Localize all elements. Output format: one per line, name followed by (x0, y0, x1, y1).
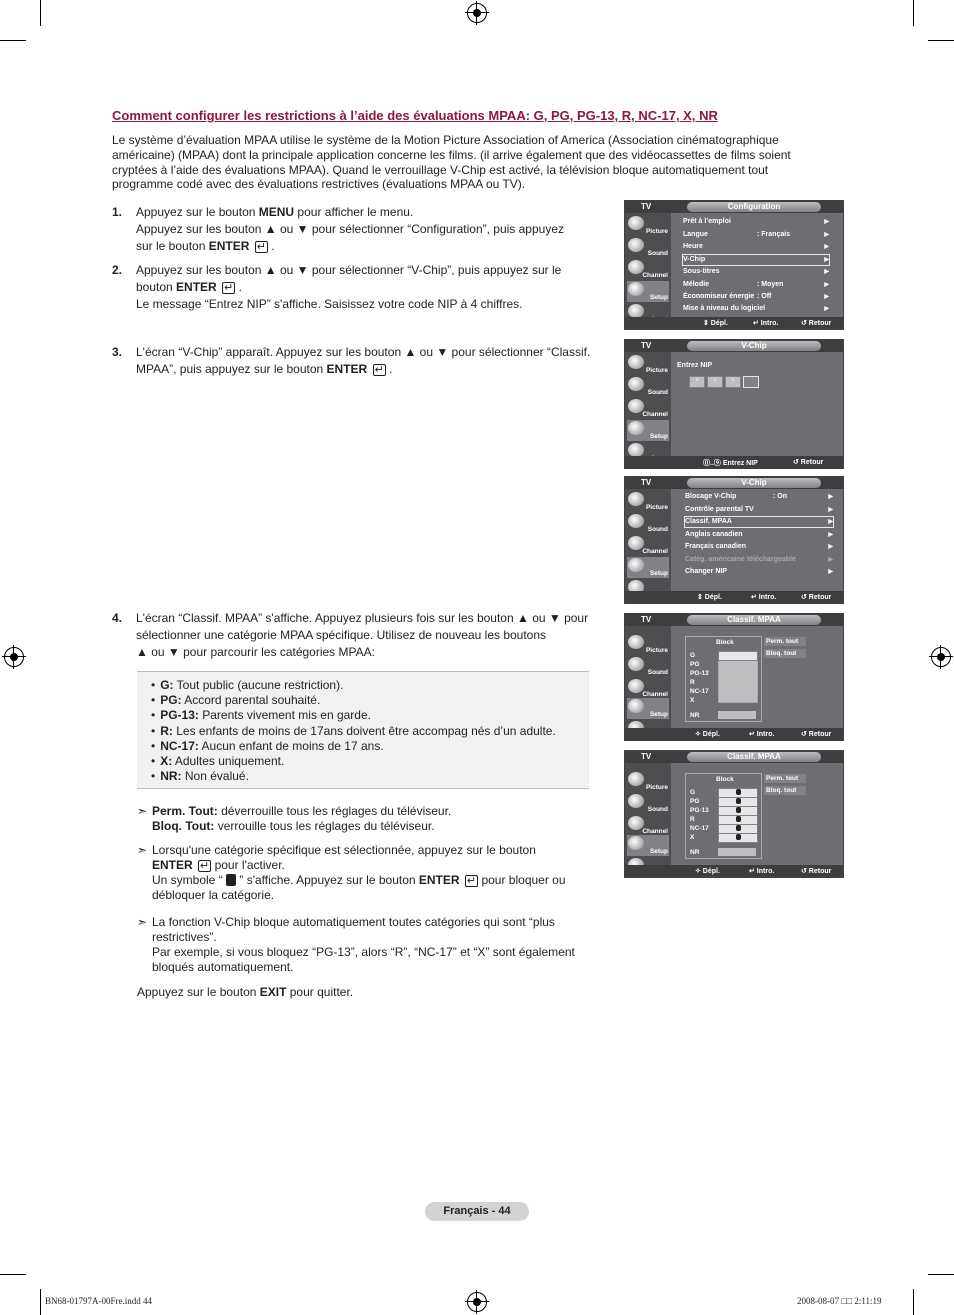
side-item-channel[interactable]: Channel (627, 815, 669, 836)
step-number: 2. (112, 263, 123, 277)
menu-title: Classif. MPAA (687, 615, 821, 625)
exit-instruction: Appuyez sur le bouton EXIT pour quitter. (137, 985, 354, 999)
step-text: Appuyez sur les bouton ▲ ou ▼ pour sélectionner “V-Chip”, puis appuyez sur le (136, 263, 562, 277)
step-text: sur le bouton (136, 239, 209, 253)
side-item-picture[interactable]: Picture (627, 354, 669, 375)
side-item-setup[interactable]: Setup (627, 698, 669, 719)
enter-icon: ↵ (256, 241, 266, 253)
bloq-tout-button[interactable]: Bloq. tout (764, 786, 806, 795)
list-item: • X: Adultes uniquement. (151, 754, 589, 769)
sound-icon (628, 514, 644, 528)
rating-label: NC-17 (690, 825, 709, 832)
list-item: • R: Les enfants de moins de 17ans doivent être accompag nés d’un adulte. (151, 724, 589, 739)
perm-tout-button[interactable]: Perm. tout (764, 774, 806, 783)
menu-row[interactable]: Blocage V-Chip : On ▶ (685, 493, 833, 500)
rating-label: G (690, 789, 696, 796)
input-icon (628, 443, 644, 457)
step-text: Appuyez sur les bouton ▲ ou ▼ pour sélectionner “Configuration”, puis appuyez (136, 222, 564, 236)
menu-sidebar (625, 489, 671, 603)
note-arrow-icon: ➣ (137, 804, 148, 818)
step-text: . (267, 239, 275, 253)
slug-right: 2008-08-07 □□ 2:11:19 (797, 1296, 882, 1306)
step-number: 1. (112, 205, 123, 219)
crop-mark (928, 40, 954, 41)
crop-mark (0, 40, 26, 41)
menu-row[interactable]: Mise à niveau du logiciel ▶ (683, 305, 829, 312)
side-item-channel[interactable]: Channel (627, 535, 669, 556)
enter-icon: ↵ (224, 282, 234, 294)
side-item-channel[interactable]: Channel (627, 678, 669, 699)
registration-mark-icon (931, 647, 951, 667)
hint-move: ✧ Dépl. (695, 731, 720, 738)
side-item-setup[interactable]: Setup (627, 281, 669, 302)
step-key: ENTER (326, 362, 368, 376)
side-item-channel[interactable]: Channel (627, 398, 669, 419)
hint-enter: ↵ Intro. (749, 868, 775, 875)
perm-tout-button[interactable]: Perm. tout (764, 637, 806, 646)
side-item-picture[interactable]: Picture (627, 491, 669, 512)
rating-label: G (690, 652, 696, 659)
block-header: Block (716, 639, 734, 646)
tv-menu-mpaa-locked: TV Classif. MPAA Picture Sound Channel Setup Block G PG PG-13 R NC-17 X NR Perm. tout Bloq. tout ✧ Dépl. ↵ Intro. ↺ Retour (624, 750, 844, 878)
step-text: Appuyez sur le bouton (136, 205, 259, 219)
hint-enter: ↵ Intro. (753, 320, 779, 327)
menu-row[interactable]: Changer NIP ▶ (685, 568, 833, 575)
pin-digit[interactable]: * (707, 376, 723, 388)
menu-row[interactable]: Langue : Français ▶ (683, 231, 829, 238)
step-text: L'écran “Classif. MPAA” s'affiche. Appuyez plusieurs fois sur les bouton ▲ ou ▼ pour (136, 611, 589, 625)
setup-icon (628, 421, 644, 435)
rating-cell-locked[interactable] (718, 833, 758, 843)
menu-row-disabled: Catég. américaine téléchargeable ▶ (685, 556, 833, 563)
lock-icon (736, 825, 741, 831)
setup-icon (628, 836, 644, 850)
side-item-picture[interactable]: Picture (627, 771, 669, 792)
side-item-picture[interactable]: Picture (627, 215, 669, 236)
menu-title: Classif. MPAA (687, 752, 821, 762)
menu-row[interactable]: Contrôle parental TV ▶ (685, 506, 833, 513)
enter-icon: ↵ (466, 875, 477, 887)
enter-icon: ↵ (200, 860, 210, 872)
sound-icon (628, 377, 644, 391)
hint-enter-pin: ⓪..⑨ Entrez NIP (703, 460, 758, 467)
block-header: Block (716, 776, 734, 783)
hint-move: ✧ Dépl. (695, 868, 720, 875)
picture-icon (628, 635, 644, 649)
lock-icon (736, 798, 741, 804)
rating-label: NR (690, 712, 700, 719)
side-item-setup[interactable]: Setup (627, 835, 669, 856)
hint-return: ↺ Retour (801, 868, 832, 875)
menu-row[interactable]: Français canadien ▶ (685, 543, 833, 550)
lock-icon (736, 789, 741, 795)
hint-move: ⇕ Dépl. (703, 320, 728, 327)
hint-return: ↺ Retour (801, 320, 832, 327)
tv-menu-vchip: TV V-Chip Picture Sound Channel Setup Blocage V-Chip : On ▶ Contrôle parental TV ▶ Classif. MPAA ▶ Anglais canadien ▶ Français canadien ▶ Catég. américaine téléchargeable ▶ Changer NIP ▶ ⇕ Dépl. ↵ Intro. ↺ Retour (624, 476, 844, 604)
rating-label: NR (690, 849, 700, 856)
picture-icon (628, 355, 644, 369)
side-item-setup[interactable]: Setup (627, 557, 669, 578)
picture-icon (628, 772, 644, 786)
step-text: ▲ ou ▼ pour parcourir les catégories MPAA: (136, 645, 375, 659)
hint-move: ⇕ Dépl. (697, 594, 722, 601)
note-arrow-icon: ➣ (137, 915, 148, 929)
menu-row[interactable]: Mélodie : Moyen ▶ (683, 281, 829, 288)
hint-return: ↺ Retour (801, 731, 832, 738)
menu-title: V-Chip (687, 341, 821, 351)
crop-mark (0, 1274, 26, 1275)
sound-icon (628, 794, 644, 808)
step-key: ENTER (176, 280, 217, 294)
tv-menu-mpaa-unlocked: TV Classif. MPAA Picture Sound Channel Setup Block G PG PG-13 R NC-17 X NR Perm. tout Bloq. tout ✧ Dépl. ↵ Intro. ↺ Retour (624, 613, 844, 741)
sound-icon (628, 238, 644, 252)
setup-icon (628, 558, 644, 572)
menu-row[interactable]: Anglais canadien ▶ (685, 531, 833, 538)
hint-enter: ↵ Intro. (751, 594, 777, 601)
mpaa-block-table (685, 773, 762, 859)
list-item: • NR: Non évalué. (151, 769, 589, 784)
sound-icon (628, 657, 644, 671)
pin-digit[interactable]: * (689, 376, 705, 388)
menu-sidebar (625, 763, 671, 877)
list-item: • PG: Accord parental souhaité. (151, 693, 589, 708)
crop-mark (40, 1289, 41, 1315)
pin-digit[interactable]: * (725, 376, 741, 388)
side-item-sound[interactable]: Sound (627, 793, 669, 814)
lock-icon (736, 807, 741, 813)
rating-cell-nr[interactable] (718, 711, 756, 719)
rating-label: PG-13 (690, 807, 709, 814)
step-number: 4. (112, 611, 123, 625)
hint-enter: ↵ Intro. (749, 731, 775, 738)
page-number: Français - 44 (425, 1202, 529, 1221)
menu-title: V-Chip (687, 478, 821, 488)
crop-mark (40, 0, 41, 26)
side-item-sound[interactable]: Sound (627, 237, 669, 258)
menu-row[interactable]: Sous-titres ▶ (683, 268, 829, 275)
menu-row-selected[interactable]: V-Chip ▶ (683, 256, 829, 263)
slug-left: BN68-01797A-00Fre.indd 44 (45, 1296, 152, 1306)
step-text: bouton (136, 280, 177, 294)
menu-sidebar (625, 213, 671, 329)
rating-label: NC-17 (690, 688, 709, 695)
tv-menu-pin: TV V-Chip Picture Sound Channel Setup Entrez NIP * * * ⓪..⑨ Entrez NIP ↺ Retour (624, 339, 844, 469)
side-item-picture[interactable]: Picture (627, 634, 669, 655)
hint-return: ↺ Retour (801, 594, 832, 601)
intro-paragraph: Le système d’évaluation MPAA utilise le système de la Motion Picture Association of America (Association cinématographique américaine) (MPAA) dont la principale application concerne les films. (il arrive également que des vidéocassettes de films soient cryptées à l’aide des évaluations MPAA). Quand le verrouillage V-Chip est activé, la télévision bloque automatiquement tout programme codé avec des évaluations restrictives (évaluations MPAA ou TV). (112, 133, 791, 192)
bloq-tout-button[interactable]: Bloq. tout (764, 649, 806, 658)
crop-mark (913, 1289, 914, 1315)
rating-label: R (690, 816, 695, 823)
enter-icon: ↵ (374, 364, 384, 376)
menu-row[interactable]: Heure ▶ (683, 243, 829, 250)
lock-icon (736, 816, 741, 822)
note-arrow-icon: ➣ (137, 843, 148, 857)
menu-sidebar (625, 352, 671, 468)
rating-cell-selected[interactable] (718, 651, 758, 661)
crop-mark (928, 1274, 954, 1275)
menu-row[interactable]: Prêt à l’emploi ▶ (683, 218, 829, 225)
registration-mark-icon (467, 1292, 487, 1312)
rating-label: PG (690, 798, 700, 805)
step-text: sélectionner une catégorie MPAA spécifique. Utilisez de nouveau les boutons (136, 628, 547, 642)
hint-return: ↺ Retour (793, 459, 824, 466)
side-item-sound[interactable]: Sound (627, 656, 669, 677)
menu-row-selected[interactable]: Classif. MPAA ▶ (685, 518, 833, 525)
list-item: • NC-17: Aucun enfant de moins de 17 ans. (151, 739, 589, 754)
step-key: MENU (258, 205, 295, 219)
setup-icon (628, 282, 644, 296)
step-text: . (235, 280, 242, 294)
step-text: . (385, 362, 393, 376)
picture-icon (628, 492, 644, 506)
step-text: L'écran “V-Chip” apparaît. Appuyez sur les bouton ▲ ou ▼ pour sélectionner “Classif. (136, 345, 591, 359)
lock-icon (736, 834, 741, 840)
list-item: • PG-13: Parents vivement mis en garde. (151, 708, 589, 723)
rating-label: R (690, 679, 695, 686)
picture-icon (628, 216, 644, 230)
mpaa-block-table (685, 636, 762, 722)
step-number: 3. (112, 345, 123, 359)
setup-icon (628, 699, 644, 713)
step-text: Le message “Entrez NIP” s'affiche. Saisissez votre code NIP à 4 chiffres. (136, 297, 523, 311)
step-text: MPAA”, puis appuyez sur le bouton (136, 362, 327, 376)
crop-mark (913, 0, 914, 26)
registration-mark-icon (467, 3, 487, 23)
step-key: ENTER (208, 239, 250, 253)
side-item-setup[interactable]: Setup (627, 420, 669, 441)
rating-label: PG (690, 661, 700, 668)
list-item: • G: Tout public (aucune restriction). (151, 678, 589, 693)
pin-digit-current[interactable] (743, 376, 759, 388)
input-icon (628, 304, 644, 318)
rating-cell-nr[interactable] (718, 848, 756, 856)
pin-prompt: Entrez NIP (677, 362, 713, 369)
side-item-channel[interactable]: Channel (627, 259, 669, 280)
rating-label: X (690, 834, 695, 841)
section-heading: Comment configurer les restrictions à l’aide des évaluations MPAA: G, PG, PG-13, R, NC-17, X, NR (112, 108, 718, 123)
step-text: pour afficher le menu. (294, 205, 414, 219)
menu-sidebar (625, 626, 671, 740)
rating-label: PG-13 (690, 670, 709, 677)
ratings-list (137, 671, 589, 789)
menu-row[interactable]: Économiseur énergie : Off ▶ (683, 293, 829, 300)
menu-title: Configuration (687, 202, 821, 212)
tv-menu-configuration: TV Configuration Picture Sound Channel Setup Prêt à l’emploi ▶ Langue : Français ▶ Heure ▶ V-Chip ▶ Sous-titres ▶ Mélodie : Moyen ▶ Économiseur énergie : Off ▶ Mise à niveau du logiciel ▶ ⇕ Dépl. ↵ Intro. ↺ Retour (624, 200, 844, 330)
registration-mark-icon (4, 647, 24, 667)
lock-icon (226, 874, 236, 886)
rating-label: X (690, 697, 695, 704)
side-item-sound[interactable]: Sound (627, 376, 669, 397)
side-item-sound[interactable]: Sound (627, 513, 669, 534)
